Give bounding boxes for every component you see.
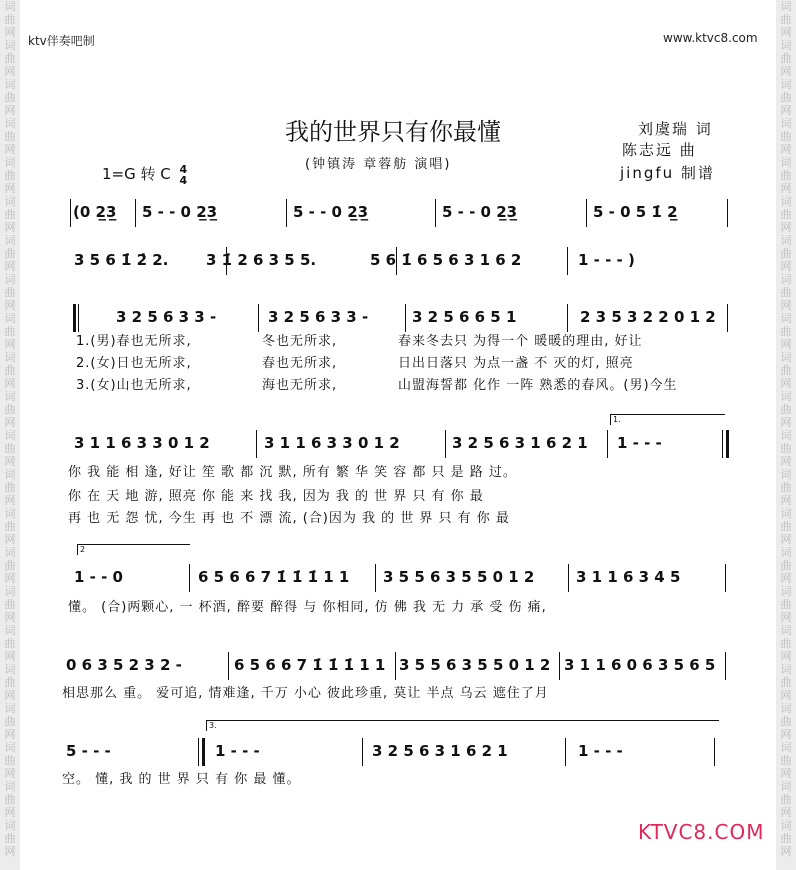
watermark-glyph: 词	[4, 273, 16, 286]
watermark-glyph: 词	[780, 585, 792, 598]
watermark-glyph: 网	[780, 611, 792, 624]
composer-credit: 陈志远 曲	[622, 141, 697, 159]
watermark-glyph: 网	[780, 845, 792, 858]
measure: 3 5 5 6 3 5 5 0 1 2	[383, 568, 535, 586]
watermark-glyph: 词	[4, 312, 16, 325]
watermark-glyph: 网	[780, 689, 792, 702]
watermark-glyph: 词	[780, 663, 792, 676]
watermark-glyph: 词	[4, 507, 16, 520]
watermark-glyph: 网	[4, 143, 16, 156]
watermark-glyph: 词	[4, 351, 16, 364]
watermark-glyph: 曲	[4, 637, 16, 650]
score-row-1	[0, 201, 796, 227]
watermark-glyph: 网	[4, 611, 16, 624]
watermark-glyph: 网	[780, 572, 792, 585]
watermark-glyph: 词	[780, 39, 792, 52]
measure: 3 1 1 6 3 4 5	[576, 568, 681, 586]
watermark-glyph: 词	[780, 117, 792, 130]
watermark-glyph: 曲	[780, 364, 792, 377]
watermark-glyph: 曲	[4, 13, 16, 26]
watermark-glyph: 网	[4, 260, 16, 273]
watermark-glyph: 曲	[4, 598, 16, 611]
watermark-glyph: 网	[780, 221, 792, 234]
lyric-line: 你 在 天 地 游, 照亮 你 能 来 找 我, 因为 我 的 世 界 只 有 你 最	[68, 489, 484, 504]
measure: 5 6 1̇ 6 5 6 3 1 6 2	[370, 251, 522, 269]
watermark-glyph: 网	[780, 143, 792, 156]
watermark-glyph: 词	[780, 819, 792, 832]
watermark-glyph: 曲	[4, 481, 16, 494]
watermark-glyph: 曲	[780, 598, 792, 611]
watermark-glyph: 曲	[780, 481, 792, 494]
watermark-glyph: 网	[4, 533, 16, 546]
watermark-glyph: 词	[4, 0, 16, 13]
measure: 5 - - 0 2̲3̲	[442, 203, 518, 221]
watermark-glyph: 网	[4, 455, 16, 468]
watermark-glyph: 曲	[4, 325, 16, 338]
watermark-glyph: 网	[780, 533, 792, 546]
watermark-glyph: 曲	[4, 715, 16, 728]
watermark-glyph: 网	[4, 494, 16, 507]
measure: 2 3 5 3 2 2 0 1 2	[580, 308, 716, 326]
watermark-glyph: 曲	[780, 169, 792, 182]
site-url[interactable]: www.ktvc8.com	[663, 31, 758, 45]
score-row-7	[0, 740, 796, 766]
measure: 1 - - 0	[74, 568, 123, 586]
time-top: 4	[179, 162, 188, 176]
watermark-glyph: 曲	[780, 520, 792, 533]
watermark-glyph: 网	[780, 767, 792, 780]
measure: 5 - 0 5 1̇ 2̲	[593, 203, 678, 221]
watermark-glyph: 曲	[4, 832, 16, 845]
watermark-glyph: 网	[780, 104, 792, 117]
song-title: 我的世界只有你最懂	[285, 118, 501, 146]
measure: 5 - - 0 2̲3̲	[293, 203, 369, 221]
measure: 5 - - -	[66, 742, 111, 760]
watermark-glyph: 词	[4, 663, 16, 676]
watermark-glyph: 曲	[780, 286, 792, 299]
watermark-glyph: 曲	[780, 832, 792, 845]
score-row-6	[0, 654, 796, 680]
watermark-glyph: 曲	[780, 247, 792, 260]
watermark-glyph: 网	[4, 806, 16, 819]
watermark-glyph: 曲	[4, 520, 16, 533]
measure: 3 1̇ 2 6 3 5 5.	[206, 251, 317, 269]
key-label: 1=G 转 C	[102, 165, 171, 183]
watermark-glyph: 词	[780, 546, 792, 559]
watermark-glyph: 网	[4, 845, 16, 858]
measure: 3 2 5 6 3 3 -	[116, 308, 217, 326]
watermark-glyph: 词	[780, 351, 792, 364]
measure: 3 2 5 6 3 1 6 2 1	[372, 742, 508, 760]
watermark-glyph: 词	[4, 390, 16, 403]
transcriber-credit: jingfu 制谱	[620, 164, 715, 182]
measure: 3 2 5 6 3 3 -	[268, 308, 369, 326]
measure: 3 2 5 6 3 1 6 2 1	[452, 434, 588, 452]
watermark-glyph: 曲	[4, 52, 16, 65]
watermark-glyph: 网	[4, 572, 16, 585]
watermark-glyph: 词	[780, 312, 792, 325]
score-row-4	[0, 432, 796, 458]
watermark-glyph: 词	[780, 741, 792, 754]
time-signature	[180, 164, 188, 186]
watermark-glyph: 词	[4, 546, 16, 559]
watermark-glyph: 曲	[780, 754, 792, 767]
watermark-glyph: 曲	[4, 676, 16, 689]
watermark-glyph: 词	[4, 117, 16, 130]
watermark-glyph: 曲	[780, 91, 792, 104]
measure: 1 - - -	[578, 742, 623, 760]
watermark-glyph: 曲	[4, 364, 16, 377]
watermark-glyph: 词	[780, 0, 792, 13]
watermark-glyph: 词	[780, 429, 792, 442]
lyricist-credit: 刘虞瑞 词	[638, 120, 713, 138]
watermark-glyph: 词	[4, 741, 16, 754]
watermark-glyph: 曲	[4, 130, 16, 143]
watermark-glyph: 词	[780, 468, 792, 481]
key-signature	[102, 163, 187, 186]
watermark-glyph: 曲	[780, 715, 792, 728]
watermark-glyph: 网	[780, 26, 792, 39]
watermark-glyph: 曲	[4, 169, 16, 182]
measure: 3 5 5 6 3 5 5 0 1 2	[399, 656, 551, 674]
watermark-glyph: 曲	[780, 130, 792, 143]
watermark-glyph: 词	[4, 195, 16, 208]
measure: 3 5 6 1̇ 2̇ 2.	[74, 251, 169, 269]
measure: 1 - - -	[617, 434, 662, 452]
watermark-glyph: 网	[780, 806, 792, 819]
watermark-glyph: 曲	[780, 403, 792, 416]
score-row-3	[0, 306, 796, 332]
watermark-glyph: 曲	[780, 208, 792, 221]
watermark-glyph: 曲	[780, 325, 792, 338]
watermark-glyph: 网	[4, 767, 16, 780]
watermark-glyph: 曲	[780, 52, 792, 65]
score-row-5	[0, 566, 796, 592]
watermark-glyph: 词	[780, 507, 792, 520]
watermark-glyph: 词	[4, 156, 16, 169]
watermark-glyph: 曲	[4, 247, 16, 260]
watermark-glyph: 网	[4, 26, 16, 39]
lyric-line: 懂。 (合)两颗心, 一 杯酒, 醉要 醉得 与 你相同, 仿 佛 我 无 力 承 受 伤 痛,	[68, 600, 547, 615]
measure: 6 5 6 6 7 1̇ 1̇ 1̇ 1 1	[234, 656, 386, 674]
measure: 1 - - - )	[578, 251, 635, 269]
watermark-glyph: 曲	[4, 442, 16, 455]
watermark-glyph: 词	[780, 78, 792, 91]
lyric-line: 相思那么 重。 爱可追, 情难逢, 千万 小心 彼此珍重, 莫让 半点 乌云 遮住了月	[62, 686, 549, 701]
watermark-glyph: 词	[4, 234, 16, 247]
watermark-glyph: 词	[4, 780, 16, 793]
watermark-glyph: 网	[4, 299, 16, 312]
watermark-glyph: 词	[780, 702, 792, 715]
watermark-glyph: 曲	[4, 91, 16, 104]
watermark-glyph: 词	[4, 468, 16, 481]
watermark-glyph: 词	[4, 624, 16, 637]
watermark-glyph: 曲	[4, 559, 16, 572]
measure: 6 5 6 6 7 1̇ 1̇ 1̇ 1 1	[198, 568, 350, 586]
watermark-glyph: 网	[4, 221, 16, 234]
watermark-glyph: 词	[4, 702, 16, 715]
watermark-glyph: 词	[780, 390, 792, 403]
lyric-line: 你 我 能 相 逢, 好让 笙 歌 都 沉 默, 所有 繁 华 笑 容 都 只 是 路 过。	[68, 465, 517, 480]
watermark-glyph: 网	[780, 299, 792, 312]
watermark-glyph: 词	[4, 429, 16, 442]
watermark-glyph: 网	[780, 728, 792, 741]
watermark-glyph: 词	[780, 195, 792, 208]
watermark-glyph: 网	[780, 455, 792, 468]
watermark-glyph: 网	[4, 338, 16, 351]
watermark-glyph: 网	[780, 182, 792, 195]
singers-line: (钟镇涛 章蓉舫 演唱)	[305, 157, 452, 172]
watermark-glyph: 网	[780, 65, 792, 78]
measure: 3 1 1 6 3 3 0 1 2	[264, 434, 400, 452]
lyric-line: 空。 懂, 我 的 世 界 只 有 你 最 懂。	[62, 772, 301, 787]
watermark-glyph: 网	[4, 104, 16, 117]
measure: 1 - - -	[215, 742, 260, 760]
watermark-glyph: 网	[4, 65, 16, 78]
watermark-glyph: 网	[4, 182, 16, 195]
watermark-glyph: 网	[4, 650, 16, 663]
measure: (0 2̲3̲	[73, 203, 117, 221]
measure: 3 2 5 6 6 5 1	[412, 308, 517, 326]
watermark-glyph: 网	[780, 650, 792, 663]
volta-3: 3.	[206, 720, 719, 731]
watermark-glyph: 曲	[780, 13, 792, 26]
watermark-glyph: 网	[4, 728, 16, 741]
watermark-glyph: 曲	[780, 442, 792, 455]
watermark-glyph: 曲	[4, 286, 16, 299]
watermark-glyph: 曲	[780, 676, 792, 689]
watermark-glyph: 词	[780, 234, 792, 247]
time-bottom: 4	[179, 173, 188, 187]
watermark-glyph: 网	[780, 338, 792, 351]
watermark-glyph: 词	[4, 39, 16, 52]
measure: 5 - - 0 2̲3̲	[142, 203, 218, 221]
measure: 0 6 3 5 2 3 2 -	[66, 656, 182, 674]
watermark-glyph: 词	[780, 156, 792, 169]
watermark-glyph: 曲	[4, 403, 16, 416]
lyric-line: 再 也 无 怨 忧, 今生 再 也 不 漂 流, (合)因为 我 的 世 界 只 有 你 最	[68, 511, 510, 526]
watermark-glyph: 曲	[4, 793, 16, 806]
measure: 3 1 1 6 0 6 3 5 6 5	[564, 656, 716, 674]
watermark-glyph: 网	[780, 377, 792, 390]
watermark-glyph: 网	[4, 377, 16, 390]
watermark-glyph: 曲	[780, 637, 792, 650]
watermark-glyph: 曲	[780, 559, 792, 572]
watermark-glyph: 词	[4, 585, 16, 598]
score-row-2	[0, 249, 796, 275]
watermark-glyph: 网	[4, 416, 16, 429]
watermark-glyph: 曲	[4, 208, 16, 221]
watermark-glyph: 网	[780, 416, 792, 429]
measure: 3 1 1 6 3 3 0 1 2	[74, 434, 210, 452]
watermark-glyph: 曲	[780, 793, 792, 806]
watermark-glyph: 词	[780, 780, 792, 793]
watermark-glyph: 词	[780, 624, 792, 637]
watermark-glyph: 网	[780, 260, 792, 273]
site-label-left: ktv伴奏吧制	[28, 34, 95, 48]
ktvc8-logo: KTVC8.COM	[638, 820, 765, 844]
watermark-glyph: 词	[4, 78, 16, 91]
watermark-glyph: 曲	[4, 754, 16, 767]
watermark-glyph: 词	[780, 273, 792, 286]
watermark-glyph: 网	[780, 494, 792, 507]
volta-2: 2	[77, 544, 190, 555]
watermark-glyph: 网	[4, 689, 16, 702]
volta-1: 1.	[610, 414, 725, 425]
watermark-glyph: 词	[4, 819, 16, 832]
